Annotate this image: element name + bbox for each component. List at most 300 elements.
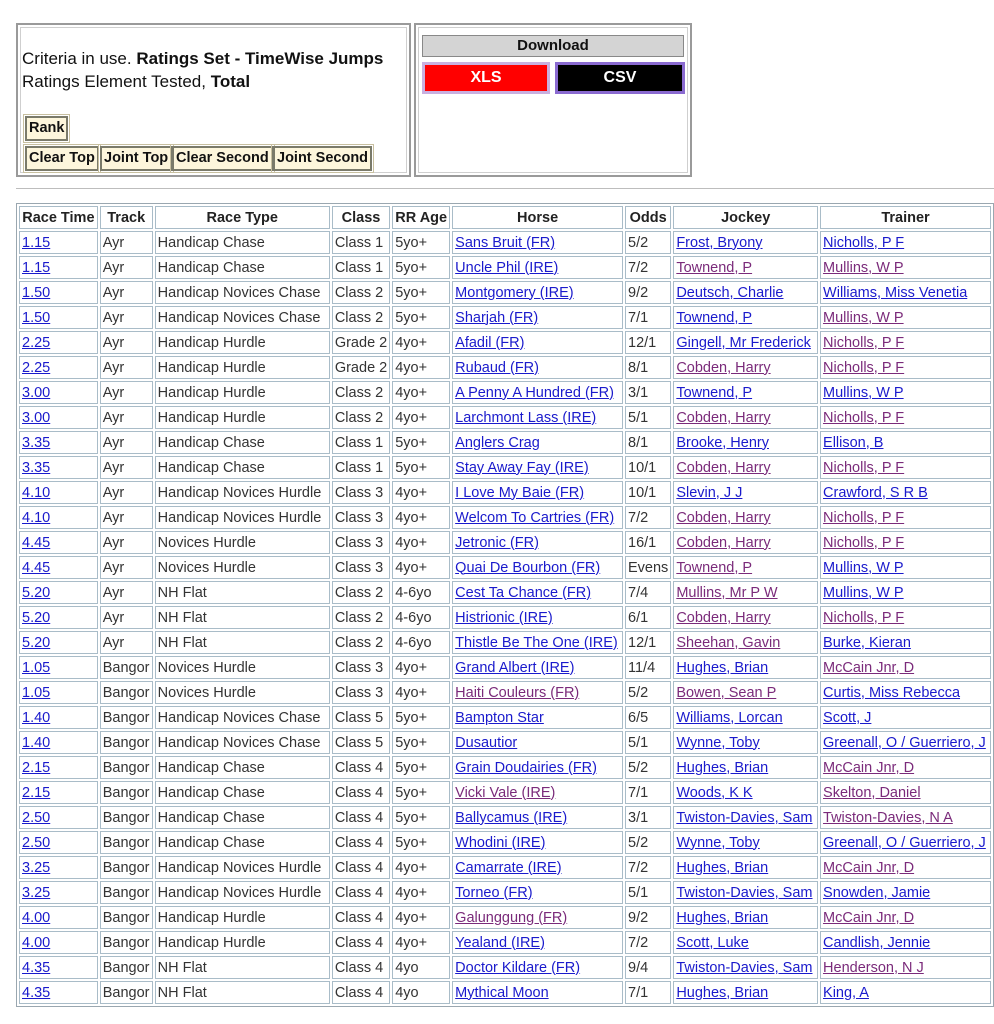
horse-cell (452, 231, 623, 254)
jockey-link[interactable]: Deutsch, Charlie (676, 284, 784, 301)
jockey-cell (673, 406, 818, 429)
jockey-cell (673, 881, 818, 904)
jockey-link[interactable]: Twiston-Davies, Sam (676, 959, 813, 976)
horse-link[interactable]: Bampton Star (455, 709, 544, 726)
race-type-cell: Handicap Hurdle (155, 906, 330, 929)
trainer-link[interactable]: Mullins, W P (823, 384, 904, 401)
trainer-link[interactable]: King, A (823, 984, 869, 1001)
trainer-link[interactable]: Snowden, Jamie (823, 884, 931, 901)
trainer-link[interactable]: Curtis, Miss Rebecca (823, 684, 961, 701)
race-type-cell: NH Flat (155, 631, 330, 654)
race-time-link[interactable]: 2.25 (22, 334, 51, 351)
horse-link[interactable]: Torneo (FR) (455, 884, 533, 901)
race-type-cell: Handicap Hurdle (155, 356, 330, 379)
jockey-cell (673, 781, 818, 804)
trainer-link[interactable]: Mullins, W P (823, 309, 904, 326)
class-cell: Class 1 (332, 431, 390, 454)
table-row (19, 956, 991, 979)
horse-cell (452, 456, 623, 479)
track-cell: Ayr (100, 631, 153, 654)
race-type-cell: Handicap Novices Chase (155, 306, 330, 329)
race-time-cell (19, 431, 98, 454)
jockey-link[interactable]: Sheehan, Gavin (676, 634, 781, 651)
horse-link[interactable]: Welcom To Cartries (FR) (455, 509, 615, 526)
track-cell: Bangor (100, 681, 153, 704)
jockey-link[interactable]: Twiston-Davies, Sam (676, 884, 813, 901)
odds-cell: 16/1 (625, 531, 671, 554)
race-time-link[interactable]: 1.40 (22, 709, 51, 726)
horse-cell (452, 281, 623, 304)
trainer-link[interactable]: Mullins, W P (823, 259, 904, 276)
race-time-link[interactable]: 4.45 (22, 559, 51, 576)
table-row (19, 456, 991, 479)
trainer-cell (820, 681, 991, 704)
odds-cell: 5/2 (625, 681, 671, 704)
download-title: Download (422, 35, 684, 57)
jockey-cell (673, 256, 818, 279)
horse-link[interactable]: Afadil (FR) (455, 334, 525, 351)
race-time-link[interactable]: 1.05 (22, 659, 51, 676)
trainer-cell (820, 981, 991, 1004)
trainer-cell (820, 431, 991, 454)
odds-cell: 6/1 (625, 606, 671, 629)
jockey-link[interactable]: Cobden, Harry (676, 359, 771, 376)
race-type-cell: Handicap Chase (155, 756, 330, 779)
race-time-link[interactable]: 3.00 (22, 384, 51, 401)
trainer-link[interactable]: Scott, J (823, 709, 872, 726)
table-row (19, 756, 991, 779)
race-time-link[interactable]: 1.40 (22, 734, 51, 751)
trainer-cell (820, 931, 991, 954)
jockey-link[interactable]: Cobden, Harry (676, 609, 771, 626)
race-time-link[interactable]: 4.45 (22, 534, 51, 551)
jockey-link[interactable]: Frost, Bryony (676, 234, 763, 251)
race-type-cell: Handicap Novices Chase (155, 281, 330, 304)
horse-cell (452, 881, 623, 904)
horse-cell (452, 356, 623, 379)
class-cell: Class 3 (332, 506, 390, 529)
race-time-link[interactable]: 2.15 (22, 784, 51, 801)
jockey-link[interactable]: Bowen, Sean P (676, 684, 777, 701)
track-cell: Ayr (100, 506, 153, 529)
race-time-link[interactable]: 3.25 (22, 884, 51, 901)
track-cell: Bangor (100, 731, 153, 754)
table-row (19, 856, 991, 879)
trainer-link[interactable]: Nicholls, P F (823, 234, 905, 251)
horse-link[interactable]: Dusautior (455, 734, 518, 751)
race-type-cell: Handicap Chase (155, 806, 330, 829)
col-track[interactable]: Track (100, 206, 153, 229)
track-cell: Ayr (100, 231, 153, 254)
rr-age-cell: 4yo+ (392, 931, 450, 954)
jockey-cell (673, 981, 818, 1004)
race-time-link[interactable]: 4.35 (22, 984, 51, 1001)
rr-age-cell: 4yo+ (392, 331, 450, 354)
jockey-cell (673, 331, 818, 354)
race-type-cell: Handicap Chase (155, 456, 330, 479)
jockey-cell (673, 581, 818, 604)
race-time-link[interactable]: 2.50 (22, 809, 51, 826)
race-type-cell: NH Flat (155, 606, 330, 629)
jockey-link[interactable]: Hughes, Brian (676, 759, 769, 776)
horse-link[interactable]: Galunggung (FR) (455, 909, 568, 926)
jockey-link[interactable]: Townend, P (676, 384, 753, 401)
jockey-cell (673, 806, 818, 829)
class-cell: Class 3 (332, 531, 390, 554)
horse-link[interactable]: Quai De Bourbon (FR) (455, 559, 601, 576)
jockey-link[interactable]: Brooke, Henry (676, 434, 769, 451)
table-row (19, 781, 991, 804)
jockey-link[interactable]: Hughes, Brian (676, 659, 769, 676)
element-value: Total (210, 72, 251, 91)
odds-cell: 8/1 (625, 431, 671, 454)
track-cell: Bangor (100, 931, 153, 954)
trainer-link[interactable]: Mullins, W P (823, 584, 904, 601)
trainer-link[interactable]: McCain Jnr, D (823, 859, 915, 876)
col-race-time[interactable]: Race Time (19, 206, 98, 229)
horse-link[interactable]: Jetronic (FR) (455, 534, 539, 551)
trainer-link[interactable]: Nicholls, P F (823, 334, 905, 351)
race-type-cell: Handicap Chase (155, 431, 330, 454)
rr-age-cell: 5yo+ (392, 831, 450, 854)
table-row (19, 531, 991, 554)
trainer-cell (820, 306, 991, 329)
horse-link[interactable]: Thistle Be The One (IRE) (455, 634, 618, 651)
horse-cell (452, 831, 623, 854)
horse-link[interactable]: Histrionic (IRE) (455, 609, 553, 626)
jockey-link[interactable]: Townend, P (676, 559, 753, 576)
race-time-cell (19, 706, 98, 729)
jockey-cell (673, 481, 818, 504)
jockey-link[interactable]: Cobden, Harry (676, 459, 771, 476)
race-time-link[interactable]: 4.00 (22, 934, 51, 951)
table-row (19, 556, 991, 579)
class-cell: Class 4 (332, 956, 390, 979)
trainer-link[interactable]: Nicholls, P F (823, 459, 905, 476)
jockey-link[interactable]: Slevin, J J (676, 484, 743, 501)
trainer-link[interactable]: Nicholls, P F (823, 359, 905, 376)
race-time-link[interactable]: 1.15 (22, 234, 51, 251)
horse-link[interactable]: Yealand (IRE) (455, 934, 545, 951)
horse-link[interactable]: Whodini (IRE) (455, 834, 546, 851)
race-type-cell: NH Flat (155, 581, 330, 604)
race-time-link[interactable]: 3.00 (22, 409, 51, 426)
jockey-link[interactable]: Wynne, Toby (676, 834, 760, 851)
track-cell: Bangor (100, 706, 153, 729)
jockey-cell (673, 831, 818, 854)
horse-link[interactable]: Grain Doudairies (FR) (455, 759, 597, 776)
trainer-link[interactable]: Greenall, O / Guerriero, J (823, 834, 986, 851)
trainer-cell (820, 381, 991, 404)
odds-cell: 7/4 (625, 581, 671, 604)
table-row (19, 381, 991, 404)
class-cell: Class 1 (332, 256, 390, 279)
horse-cell (452, 956, 623, 979)
race-time-cell (19, 281, 98, 304)
horse-link[interactable]: Uncle Phil (IRE) (455, 259, 559, 276)
trainer-link[interactable]: Henderson, N J (823, 959, 924, 976)
trainer-link[interactable]: Burke, Kieran (823, 634, 911, 651)
horse-link[interactable]: Montgomery (IRE) (455, 284, 574, 301)
horse-link[interactable]: Mythical Moon (455, 984, 549, 1001)
rr-age-cell: 5yo+ (392, 231, 450, 254)
trainer-link[interactable]: Crawford, S R B (823, 484, 928, 501)
track-cell: Ayr (100, 456, 153, 479)
jockey-cell (673, 356, 818, 379)
col-race-type[interactable]: Race Type (155, 206, 330, 229)
col-rr-age[interactable]: RR Age (392, 206, 450, 229)
jockey-link[interactable]: Twiston-Davies, Sam (676, 809, 813, 826)
table-row (19, 331, 991, 354)
col-horse[interactable]: Horse (452, 206, 623, 229)
joint-second-button[interactable]: Joint Second (273, 146, 372, 171)
horse-link[interactable]: Haiti Couleurs (FR) (455, 684, 580, 701)
class-cell: Class 2 (332, 306, 390, 329)
rr-age-cell: 4yo+ (392, 556, 450, 579)
odds-cell: 7/2 (625, 856, 671, 879)
horse-link[interactable]: Grand Albert (IRE) (455, 659, 575, 676)
race-time-cell (19, 956, 98, 979)
table-row (19, 681, 991, 704)
element-prefix: Ratings Element Tested, (22, 72, 206, 91)
trainer-link[interactable]: Skelton, Daniel (823, 784, 921, 801)
horse-cell (452, 406, 623, 429)
odds-cell: 5/1 (625, 406, 671, 429)
odds-cell: Evens (625, 556, 671, 579)
jockey-link[interactable]: Hughes, Brian (676, 984, 769, 1001)
jockey-link[interactable]: Townend, P (676, 309, 753, 326)
track-cell: Bangor (100, 981, 153, 1004)
trainer-link[interactable]: Mullins, W P (823, 559, 904, 576)
race-time-link[interactable]: 4.00 (22, 909, 51, 926)
race-time-link[interactable]: 2.50 (22, 834, 51, 851)
class-cell: Class 2 (332, 281, 390, 304)
col-jockey[interactable]: Jockey (673, 206, 818, 229)
race-type-cell: Handicap Novices Hurdle (155, 506, 330, 529)
col-class[interactable]: Class (332, 206, 390, 229)
odds-cell: 9/4 (625, 956, 671, 979)
class-cell: Grade 2 (332, 356, 390, 379)
race-time-cell (19, 681, 98, 704)
rr-age-cell: 5yo+ (392, 781, 450, 804)
table-row (19, 356, 991, 379)
race-time-link[interactable]: 3.35 (22, 459, 51, 476)
odds-cell: 7/1 (625, 306, 671, 329)
horse-cell (452, 806, 623, 829)
track-cell: Ayr (100, 356, 153, 379)
race-time-link[interactable]: 3.25 (22, 859, 51, 876)
horse-link[interactable]: Camarrate (IRE) (455, 859, 562, 876)
clear-second-button[interactable]: Clear Second (172, 146, 273, 171)
horse-link[interactable]: Larchmont Lass (IRE) (455, 409, 597, 426)
jockey-cell (673, 681, 818, 704)
horse-link[interactable]: Stay Away Fay (IRE) (455, 459, 589, 476)
table-row (19, 831, 991, 854)
trainer-cell (820, 831, 991, 854)
jockey-link[interactable]: Wynne, Toby (676, 734, 760, 751)
jockey-cell (673, 306, 818, 329)
race-time-link[interactable]: 5.20 (22, 609, 51, 626)
jockey-link[interactable]: Townend, P (676, 259, 753, 276)
class-cell: Class 2 (332, 606, 390, 629)
race-time-link[interactable]: 5.20 (22, 584, 51, 601)
odds-cell: 5/1 (625, 881, 671, 904)
race-time-cell (19, 606, 98, 629)
race-time-cell (19, 631, 98, 654)
jockey-cell (673, 931, 818, 954)
rr-age-cell: 4yo+ (392, 656, 450, 679)
jockey-link[interactable]: Scott, Luke (676, 934, 749, 951)
horse-link[interactable]: A Penny A Hundred (FR) (455, 384, 614, 401)
trainer-link[interactable]: McCain Jnr, D (823, 909, 915, 926)
race-time-cell (19, 456, 98, 479)
trainer-cell (820, 731, 991, 754)
jockey-cell (673, 506, 818, 529)
class-cell: Class 4 (332, 806, 390, 829)
horse-link[interactable]: Cest Ta Chance (FR) (455, 584, 592, 601)
table-row (19, 281, 991, 304)
horse-link[interactable]: I Love My Baie (FR) (455, 484, 585, 501)
race-time-link[interactable]: 1.05 (22, 684, 51, 701)
track-cell: Ayr (100, 556, 153, 579)
track-cell: Bangor (100, 906, 153, 929)
trainer-link[interactable]: McCain Jnr, D (823, 759, 915, 776)
race-type-cell: Handicap Chase (155, 781, 330, 804)
trainer-cell (820, 856, 991, 879)
csv-download-button[interactable]: CSV (555, 62, 685, 94)
jockey-cell (673, 531, 818, 554)
race-time-link[interactable]: 3.35 (22, 434, 51, 451)
race-time-link[interactable]: 5.20 (22, 634, 51, 651)
horse-link[interactable]: Sharjah (FR) (455, 309, 539, 326)
race-time-link[interactable]: 1.15 (22, 259, 51, 276)
horse-cell (452, 906, 623, 929)
race-type-cell: Handicap Novices Chase (155, 731, 330, 754)
horse-link[interactable]: Rubaud (FR) (455, 359, 539, 376)
col-odds[interactable]: Odds (625, 206, 671, 229)
horse-link[interactable]: Sans Bruit (FR) (455, 234, 556, 251)
horse-cell (452, 306, 623, 329)
clear-top-button[interactable]: Clear Top (25, 146, 99, 171)
table-header-row (19, 206, 991, 229)
horse-link[interactable]: Doctor Kildare (FR) (455, 959, 581, 976)
trainer-cell (820, 406, 991, 429)
trainer-cell (820, 231, 991, 254)
jockey-link[interactable]: Hughes, Brian (676, 859, 769, 876)
trainer-link[interactable]: Greenall, O / Guerriero, J (823, 734, 986, 751)
race-time-cell (19, 306, 98, 329)
trainer-cell (820, 881, 991, 904)
jockey-link[interactable]: Cobden, Harry (676, 409, 771, 426)
odds-cell: 8/1 (625, 356, 671, 379)
race-time-link[interactable]: 2.25 (22, 359, 51, 376)
race-time-link[interactable]: 1.50 (22, 284, 51, 301)
track-cell: Bangor (100, 956, 153, 979)
xls-download-button[interactable]: XLS (422, 62, 550, 94)
class-cell: Class 3 (332, 481, 390, 504)
jockey-cell (673, 556, 818, 579)
trainer-link[interactable]: Nicholls, P F (823, 609, 905, 626)
horse-link[interactable]: Anglers Crag (455, 434, 540, 451)
trainer-cell (820, 481, 991, 504)
race-time-link[interactable]: 4.10 (22, 509, 51, 526)
horse-cell (452, 381, 623, 404)
jockey-link[interactable]: Cobden, Harry (676, 534, 771, 551)
joint-top-button[interactable]: Joint Top (100, 146, 172, 171)
race-time-cell (19, 731, 98, 754)
jockey-link[interactable]: Williams, Lorcan (676, 709, 783, 726)
odds-cell: 5/1 (625, 731, 671, 754)
race-type-cell: Handicap Novices Hurdle (155, 856, 330, 879)
jockey-link[interactable]: Cobden, Harry (676, 509, 771, 526)
race-time-link[interactable]: 4.35 (22, 959, 51, 976)
horse-link[interactable]: Vicki Vale (IRE) (455, 784, 556, 801)
odds-cell: 7/2 (625, 256, 671, 279)
rank-button[interactable]: Rank (25, 116, 68, 141)
odds-cell: 3/1 (625, 381, 671, 404)
horse-cell (452, 981, 623, 1004)
trainer-link[interactable]: McCain Jnr, D (823, 659, 915, 676)
trainer-link[interactable]: Ellison, B (823, 434, 884, 451)
horse-cell (452, 431, 623, 454)
rr-age-cell: 4yo+ (392, 531, 450, 554)
trainer-link[interactable]: Nicholls, P F (823, 534, 905, 551)
download-panel (414, 23, 692, 177)
race-type-cell: Handicap Chase (155, 256, 330, 279)
jockey-link[interactable]: Gingell, Mr Frederick (676, 334, 811, 351)
table-row (19, 256, 991, 279)
trainer-cell (820, 356, 991, 379)
trainer-link[interactable]: Nicholls, P F (823, 409, 905, 426)
race-time-cell (19, 806, 98, 829)
col-trainer[interactable]: Trainer (820, 206, 991, 229)
trainer-link[interactable]: Candlish, Jennie (823, 934, 931, 951)
jockey-cell (673, 906, 818, 929)
horse-link[interactable]: Ballycamus (IRE) (455, 809, 568, 826)
jockey-link[interactable]: Hughes, Brian (676, 909, 769, 926)
horse-cell (452, 256, 623, 279)
race-time-cell (19, 906, 98, 929)
trainer-cell (820, 506, 991, 529)
trainer-link[interactable]: Nicholls, P F (823, 509, 905, 526)
jockey-link[interactable]: Mullins, Mr P W (676, 584, 778, 601)
jockey-link[interactable]: Woods, K K (676, 784, 753, 801)
horse-cell (452, 531, 623, 554)
trainer-link[interactable]: Williams, Miss Venetia (823, 284, 968, 301)
class-cell: Class 4 (332, 856, 390, 879)
table-row (19, 481, 991, 504)
track-cell: Bangor (100, 831, 153, 854)
rr-age-cell: 4yo+ (392, 906, 450, 929)
race-type-cell: Handicap Chase (155, 831, 330, 854)
race-time-link[interactable]: 2.15 (22, 759, 51, 776)
race-time-cell (19, 381, 98, 404)
race-time-link[interactable]: 4.10 (22, 484, 51, 501)
horse-cell (452, 856, 623, 879)
trainer-link[interactable]: Twiston-Davies, N A (823, 809, 953, 826)
track-cell: Bangor (100, 881, 153, 904)
race-time-cell (19, 656, 98, 679)
horse-cell (452, 706, 623, 729)
class-cell: Class 4 (332, 781, 390, 804)
race-type-cell: Novices Hurdle (155, 531, 330, 554)
horse-cell (452, 731, 623, 754)
odds-cell: 7/2 (625, 506, 671, 529)
race-time-link[interactable]: 1.50 (22, 309, 51, 326)
horse-cell (452, 656, 623, 679)
race-type-cell: Novices Hurdle (155, 681, 330, 704)
rr-age-cell: 4-6yo (392, 606, 450, 629)
